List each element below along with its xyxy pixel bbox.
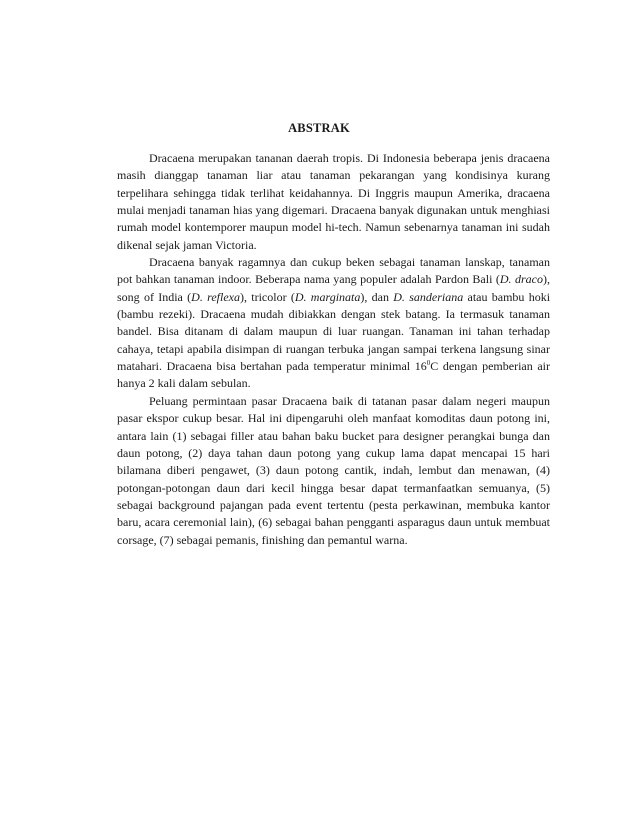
abstract-paragraph <box>117 254 550 393</box>
paragraph-text: atau bambu hoki (bambu rezeki). Dracaena mudah dibiakkan dengan stek batang. Ia termasuk tanaman bandel. Bisa ditanam di dalam maupun di luar ruangan. Tanaman ini tahan terhadap cahaya, tetapi apabila disimpan di ruangan terbuka jangan sampai terkena langsung sinar matahari. Dracaena bisa bertahan pada temperatur minimal 16 <box>117 289 551 374</box>
abstract-body <box>117 150 550 549</box>
paragraph-text: C dengan pemberian air hanya 2 kali dalam sebulan. <box>117 359 550 391</box>
superscript: 0 <box>426 359 431 368</box>
species-name: D. draco <box>499 272 543 287</box>
species-name: D. marginata <box>294 289 361 304</box>
page-title: ABSTRAK <box>288 121 350 135</box>
paragraph-text: Peluang permintaan pasar Dracaena baik di tatanan pasar dalam negeri maupun pasar ekspor cukup besar. Hal ini dipengaruhi oleh manfaat komoditas daun potong ini, antara lain (1) sebagai filler atau bahan baku bucket para designer perangkai bunga dan daun potong, (2) daya tahan daun potong yang cukup lama dapat mencapai 15 hari bilamana diberi pengawet, (3) daun potong cantik, indah, lembut dan menawan, (4) potongan-potongan daun dari kecil hingga besar dapat termanfaatkan semuanya, (5) sebagai background pajangan pada event tertentu (pesta perkawinan, membuka kantor baru, acara ceremonial lain), (6) sebagai bahan pengganti asparagus daun untuk membuat corsage, (7) sebagai pemanis, finishing dan pemantul warna. <box>117 393 550 547</box>
species-name: D. reflexa <box>191 289 240 304</box>
paragraph-text: Dracaena banyak ragamnya dan cukup beken sebagai tanaman lanskap, tanaman pot bahkan tanaman indoor. Beberapa nama yang populer adalah Pardon Bali ( <box>117 255 550 287</box>
paragraph-text: ), dan <box>360 289 394 304</box>
species-name: D. sanderiana <box>393 289 464 304</box>
paragraph-text: Dracaena merupakan tananan daerah tropis. Di Indonesia beberapa jenis dracaena masih dianggap tanaman liar atau tanaman pekarangan yang kondisinya kurang terpelihara sehingga tidak terlihat keidahannya. Di Inggris maupun Amerika, dracaena mulai menjadi tanaman hias yang digemari. Dracaena banyak digunakan untuk menghiasi rumah model kontemporer maupun model hi-tech. Namun sebenarnya tanaman ini sudah dikenal sejak jaman Victoria. <box>117 151 550 252</box>
paragraph-text: ), tricolor ( <box>239 289 295 304</box>
abstract-paragraph <box>117 150 550 254</box>
paragraph-text: ), song of India ( <box>117 272 550 304</box>
abstract-paragraph <box>117 393 550 549</box>
